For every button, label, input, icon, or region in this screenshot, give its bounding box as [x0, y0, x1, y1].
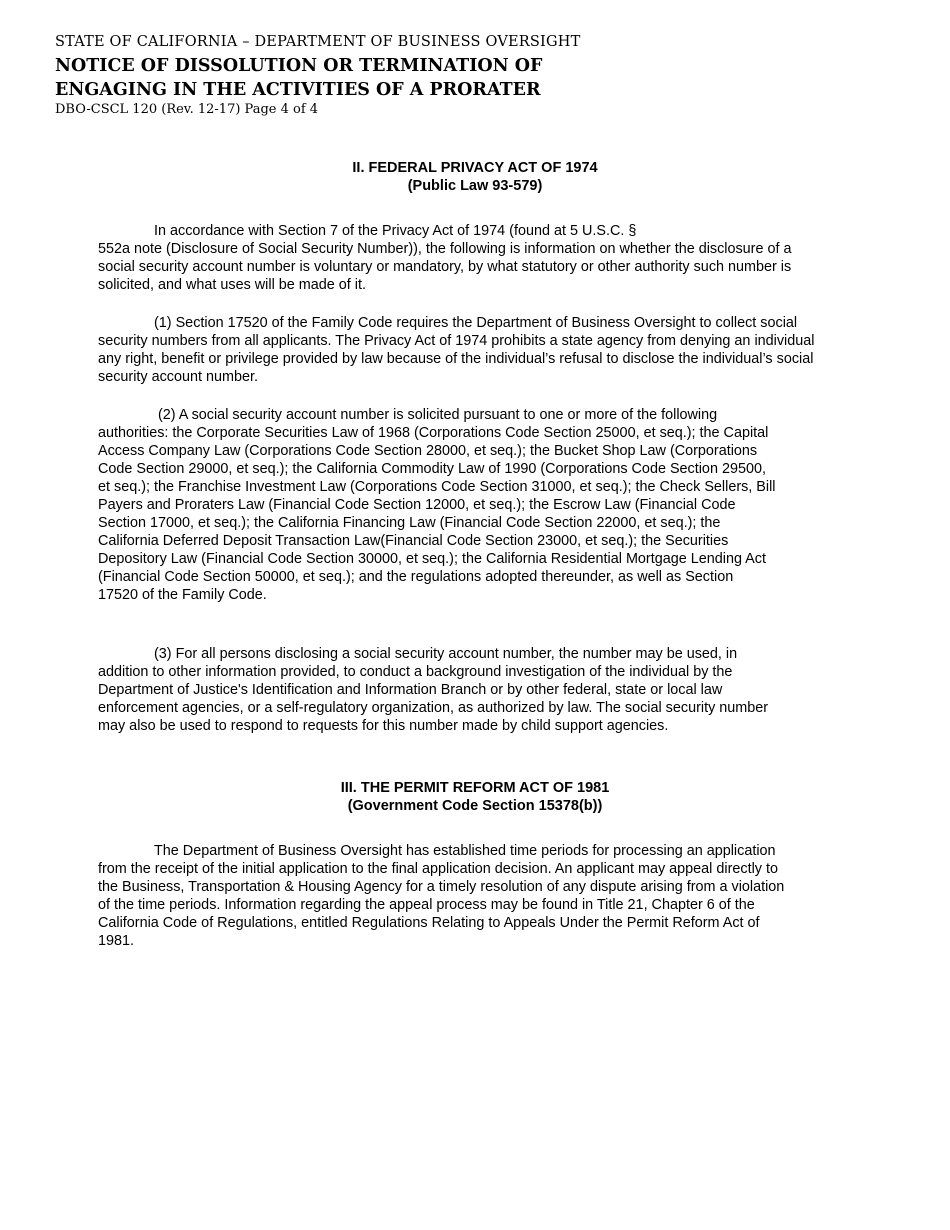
- text-line: 552a note (Disclosure of Social Security Number)), the following is information on whether the disclosure of a: [98, 241, 792, 257]
- text-line: et seq.); the Franchise Investment Law (Corporations Code Section 31000, et seq.); the Check Sellers, Bill: [98, 479, 776, 495]
- text-line: (1) Section 17520 of the Family Code requires the Department of Business Oversight to collect social: [154, 315, 798, 331]
- text-line: Access Company Law (Corporations Code Section 28000, et seq.); the Bucket Shop Law (Corporations: [98, 443, 758, 459]
- section-subtitle: (Government Code Section 15378(b)): [347, 798, 603, 814]
- form-title-line: NOTICE OF DISSOLUTION OR TERMINATION OF: [55, 56, 543, 76]
- text-line: (3) For all persons disclosing a social security account number, the number may be used, in: [154, 646, 738, 662]
- text-line: enforcement agencies, or a self-regulatory organization, as authorized by law. The social security number: [98, 700, 769, 716]
- text-line: the Business, Transportation & Housing Agency for a timely resolution of any dispute arising from a violation: [98, 879, 785, 895]
- text-line: any right, benefit or privilege provided by law because of the individual’s refusal to disclose the individual’s social: [98, 351, 814, 367]
- text-line: social security account number is voluntary or mandatory, by what statutory or other authority such number is: [98, 259, 792, 275]
- text-line: solicited, and what uses will be made of it.: [98, 277, 366, 293]
- section-heading-permit-reform-act: [0, 779, 950, 815]
- agency-header: STATE OF CALIFORNIA – DEPARTMENT OF BUSINESS OVERSIGHT: [55, 34, 581, 50]
- privacy-item-2: [98, 406, 776, 604]
- text-line: from the receipt of the initial application to the final application decision. An applicant may appeal directly to: [98, 861, 778, 877]
- text-line: may also be used to respond to requests for this number made by child support agencies.: [98, 718, 669, 734]
- text-line: California Deferred Deposit Transaction Law(Financial Code Section 23000, et seq.); the Securities: [98, 533, 729, 549]
- form-title-line: ENGAGING IN THE ACTIVITIES OF A PRORATER: [55, 80, 541, 100]
- text-line: 17520 of the Family Code.: [98, 587, 267, 603]
- section-subtitle: (Public Law 93-579): [407, 178, 543, 194]
- text-line: (Financial Code Section 50000, et seq.); and the regulations adopted thereunder, as well as Section: [98, 569, 734, 585]
- privacy-item-3: [98, 645, 768, 735]
- text-line: The Department of Business Oversight has established time periods for processing an application: [154, 843, 776, 859]
- privacy-item-1: [98, 314, 814, 386]
- text-line: addition to other information provided, to conduct a background investigation of the individual by the: [98, 664, 733, 680]
- text-line: Code Section 29000, et seq.); the California Commodity Law of 1990 (Corporations Code Section 29500,: [98, 461, 766, 477]
- section-title: II. FEDERAL PRIVACY ACT OF 1974: [352, 160, 598, 176]
- section-title: III. THE PERMIT REFORM ACT OF 1981: [340, 780, 610, 796]
- permit-reform-paragraph: [98, 842, 784, 950]
- text-line: Department of Justice's Identification and Information Branch or by other federal, state or local law: [98, 682, 723, 698]
- text-line: (2) A social security account number is solicited pursuant to one or more of the following: [158, 407, 718, 423]
- text-line: Section 17000, et seq.); the California Financing Law (Financial Code Section 22000, et seq.); the: [98, 515, 721, 531]
- privacy-intro-paragraph: [98, 222, 791, 294]
- form-id: DBO-CSCL 120 (Rev. 12-17) Page 4 of 4: [55, 102, 319, 117]
- form-title: [55, 54, 542, 102]
- section-heading-privacy-act: [0, 159, 950, 195]
- text-line: 1981.: [98, 933, 135, 949]
- text-line: Depository Law (Financial Code Section 30000, et seq.); the California Residential Mortgage Lending Act: [98, 551, 766, 567]
- text-line: of the time periods. Information regarding the appeal process may be found in Title 21, Chapter 6 of the: [98, 897, 755, 913]
- text-line: security numbers from all applicants. The Privacy Act of 1974 prohibits a state agency from denying an individual: [98, 333, 815, 349]
- text-line: Payers and Proraters Law (Financial Code Section 12000, et seq.); the Escrow Law (Financial Code: [98, 497, 736, 513]
- text-line: authorities: the Corporate Securities Law of 1968 (Corporations Code Section 25000, et seq.); the Capital: [98, 425, 769, 441]
- text-line: In accordance with Section 7 of the Privacy Act of 1974 (found at 5 U.S.C. §: [154, 223, 637, 239]
- text-line: California Code of Regulations, entitled Regulations Relating to Appeals Under the Permit Reform Act of: [98, 915, 760, 931]
- text-line: security account number.: [98, 369, 258, 385]
